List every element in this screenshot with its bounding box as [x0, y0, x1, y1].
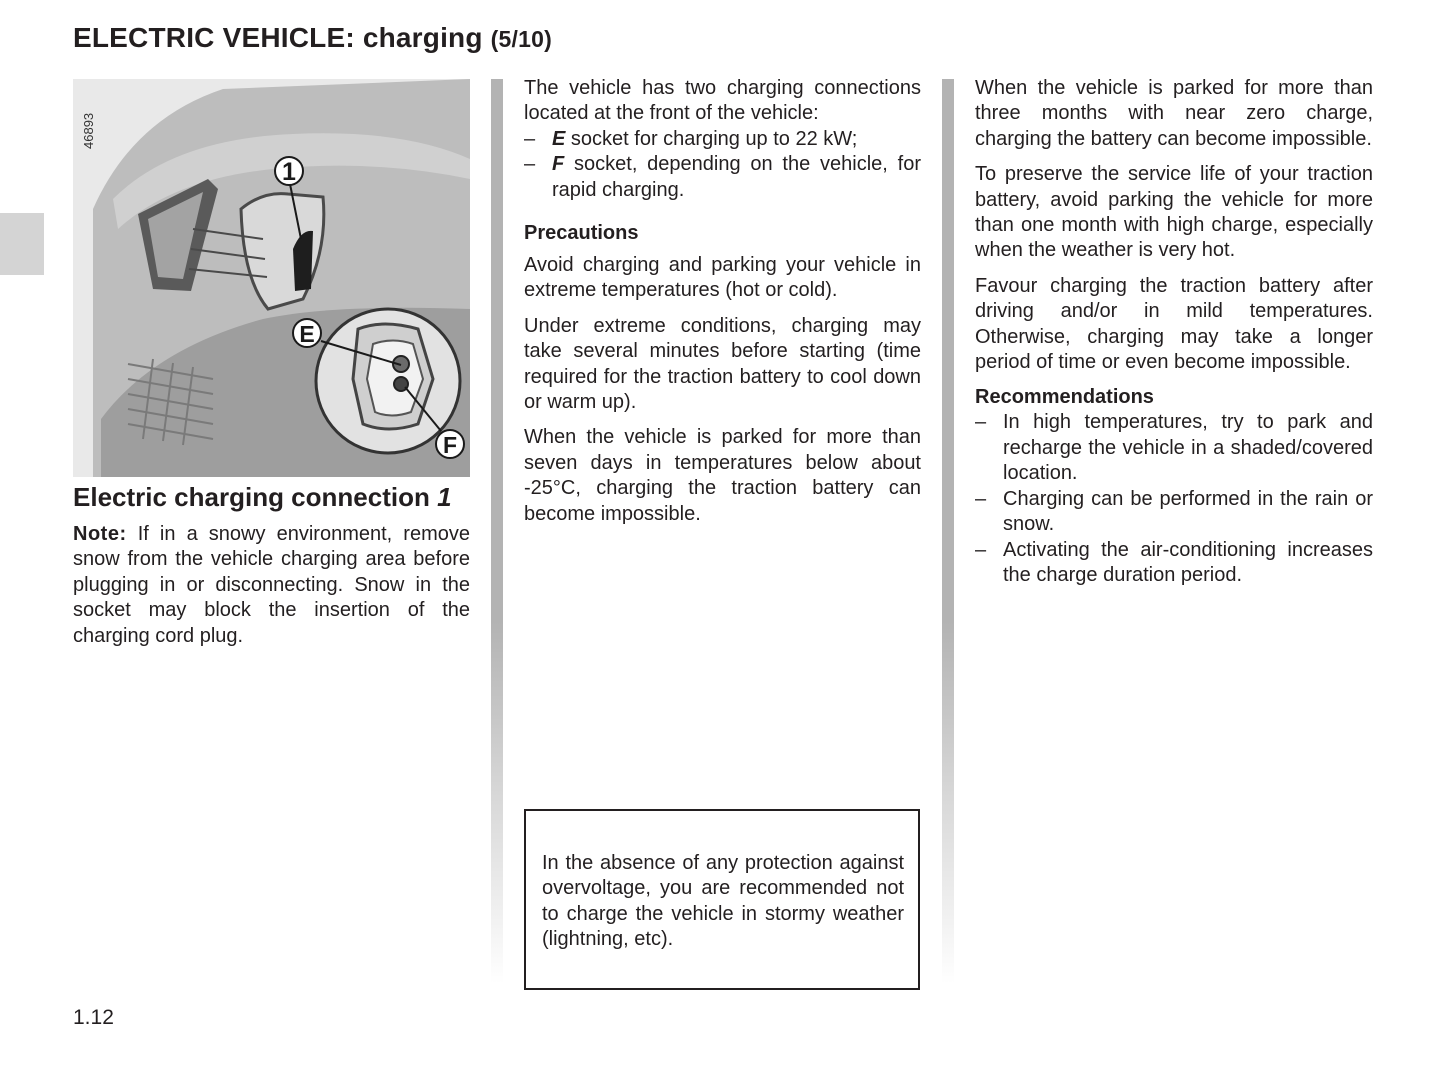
- recommendation-text: Charging can be performed in the rain or snow.: [1003, 487, 1373, 536]
- battery-paragraph-1: When the vehicle is parked for more than three months with near zero charge, charging the battery can become impossible.: [975, 77, 1373, 150]
- detail-socket-face: [367, 341, 423, 416]
- snow-note: [73, 522, 470, 649]
- precautions-paragraph-3: When the vehicle is parked for more than seven days in temperatures below about -25°C, charging the traction battery can become impossible.: [524, 426, 921, 525]
- connections-intro: The vehicle has two charging connections located at the front of the vehicle:: [524, 77, 921, 125]
- list-dash: –: [524, 153, 536, 176]
- page-title-text: ELECTRIC VEHICLE: charging: [73, 22, 483, 53]
- list-dash: –: [975, 487, 987, 510]
- overvoltage-warning-text: In the absence of any protection against overvoltage, you are recommended not to charge the vehicle in stormy weather (lightning, etc).: [542, 852, 904, 951]
- note-text: If in a snowy environment, remove snow from the vehicle charging area before plugging in or disconnecting. Snow in the socket may block the insertion of the charging cord plug.: [73, 523, 470, 647]
- column-middle: [524, 76, 921, 537]
- charging-connection-heading: [73, 482, 470, 513]
- battery-paragraph-2: To preserve the service life of your traction battery, avoid parking the vehicle for more than one month with high charge, especially when the weather is very hot.: [975, 163, 1373, 262]
- list-dash: –: [975, 538, 987, 561]
- socket-e-text: socket for charging up to 22 kW;: [570, 127, 858, 150]
- charging-socket-illustration: [73, 79, 470, 477]
- callout-f-label: F: [442, 432, 458, 458]
- chapter-tab-marker: [0, 213, 44, 275]
- precautions-paragraph-2: Under extreme conditions, charging may take several minutes before starting (time required for the traction battery to cool down or warm up).: [524, 314, 921, 414]
- column-divider-2: [942, 79, 954, 984]
- page-number: 1.12: [73, 1006, 114, 1029]
- battery-paragraph-3: Favour charging the traction battery after driving and/or in mild temperatures. Otherwise, charging may take a longer period of time or even become impossible.: [975, 274, 1373, 374]
- list-item: [975, 487, 1373, 538]
- figure-ref-number: 46893: [81, 112, 96, 149]
- callout-e: [293, 319, 321, 347]
- callout-1: [275, 157, 303, 186]
- list-item: [524, 152, 921, 203]
- section-counter: (5/10): [490, 26, 552, 52]
- list-dash: –: [975, 411, 987, 434]
- recommendation-text: Activating the air-conditioning increases the charge duration period.: [1003, 538, 1373, 586]
- callout-e-label: E: [299, 321, 315, 347]
- list-dash: –: [524, 127, 536, 150]
- precautions-paragraph-1: Avoid charging and parking your vehicle in extreme temperatures (hot or cold).: [524, 254, 921, 302]
- recommendation-text: In high temperatures, try to park and recharge the vehicle in a shaded/covered location.: [1003, 411, 1373, 485]
- socket-f-key: F: [552, 153, 565, 176]
- column-left: [73, 482, 470, 659]
- socket-e-key: E: [552, 127, 566, 150]
- callout-f: [436, 430, 464, 458]
- charging-connection-heading-text: Electric charging connection: [73, 482, 430, 512]
- note-label: Note:: [73, 523, 127, 545]
- page-title: [73, 22, 552, 54]
- recommendations-list: [975, 410, 1373, 588]
- illustration-svg: [73, 79, 470, 477]
- charging-connection-heading-ref: 1: [437, 482, 452, 512]
- column-right: [975, 76, 1373, 599]
- precautions-heading: Precautions: [524, 222, 639, 245]
- recommendations-heading: Recommendations: [975, 386, 1154, 409]
- list-item: [524, 127, 921, 152]
- connections-list: [524, 127, 921, 203]
- list-item: [975, 410, 1373, 486]
- column-divider-1: [491, 79, 503, 984]
- overvoltage-warning-box: [524, 809, 920, 990]
- callout-1-label: 1: [282, 158, 296, 186]
- list-item: [975, 538, 1373, 589]
- socket-f-text: socket, depending on the vehicle, for rapid charging.: [552, 153, 921, 201]
